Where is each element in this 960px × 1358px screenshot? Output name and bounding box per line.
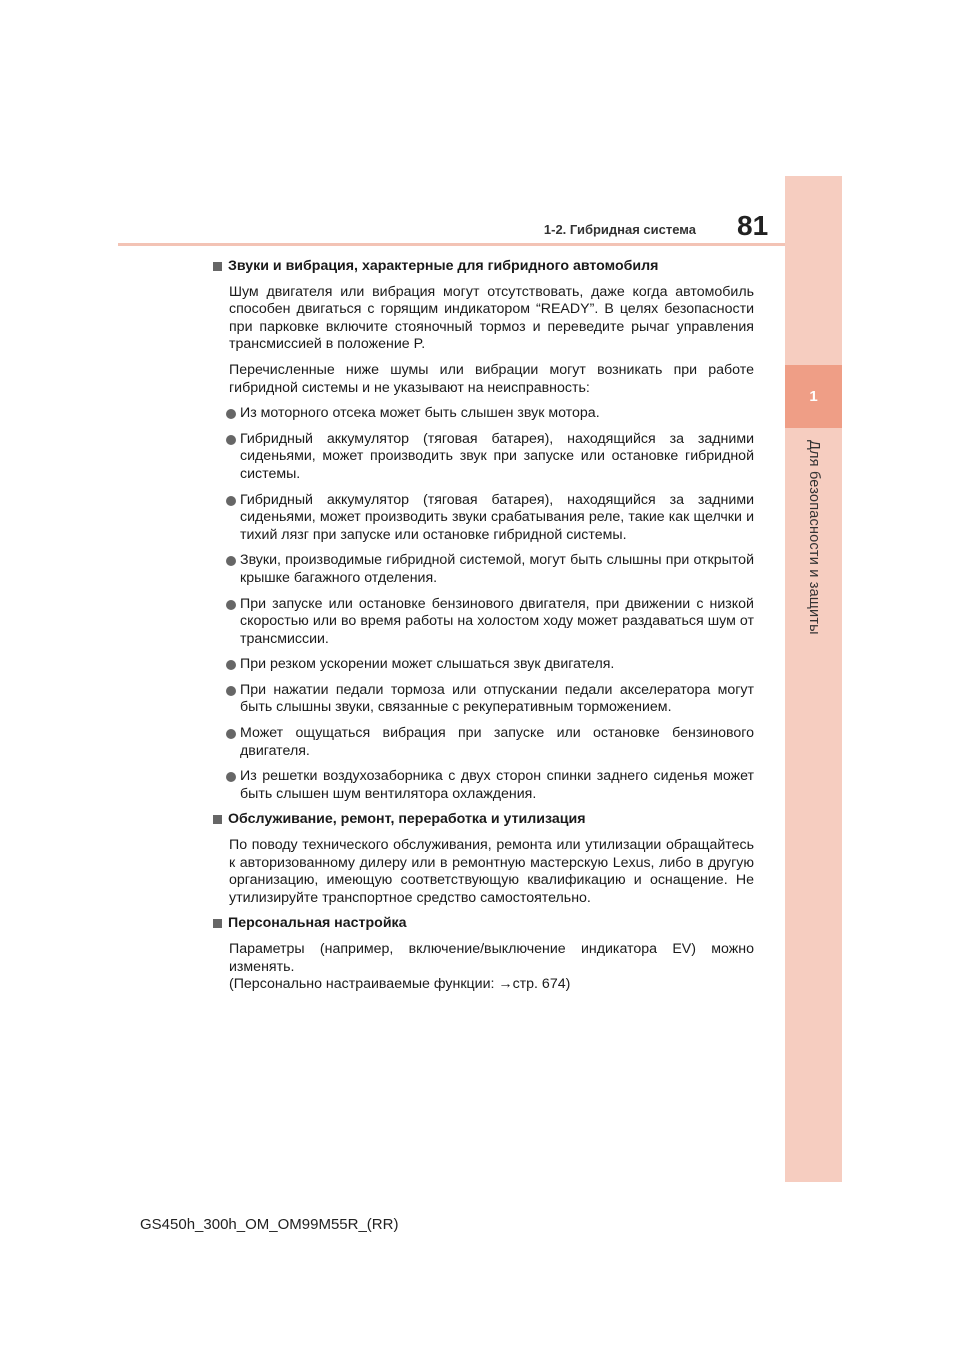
header-divider [118, 243, 785, 246]
circle-bullet-icon [226, 600, 236, 610]
list-item-text: Гибридный аккумулятор (тяговая батарея), находящийся за задними сиденьями, может производить звуки срабатывания реле, такие как щелчки и тихий лязг при запуске или остановке гибридной системы. [240, 491, 754, 543]
circle-bullet-icon [226, 556, 236, 566]
square-bullet-icon [213, 919, 222, 928]
list-item-text: Может ощущаться вибрация при запуске или остановке бензинового двигателя. [240, 725, 754, 759]
section-heading [210, 258, 754, 276]
list-item-text: При запуске или остановке бензинового двигателя, при движении с низкой скоростью или во время работы на холостом ходу может раздаваться шум от трансмиссии. [240, 595, 754, 647]
paragraph: Перечисленные ниже шумы или вибрации могут возникать при работе гибридной системы и не указывают на неисправность: [229, 361, 754, 396]
page-content [210, 258, 754, 1002]
list-item [210, 431, 754, 484]
list-item [210, 596, 754, 649]
chapter-tab [785, 365, 842, 428]
list-item [210, 492, 754, 545]
paragraph: По поводу технического обслуживания, ремонта или утилизации обращайтесь к авторизованному дилеру или в ремонтную мастерскую Lexus, либо в другую организацию, имеющую соответствующую квалификацию и оснащение. Не утилизируйте транспортное средство самостоятельно. [229, 837, 754, 906]
list-item [210, 405, 754, 423]
paragraph: (Персонально настраиваемые функции: →стр. 674) [229, 976, 571, 993]
section-heading-text: Звуки и вибрация, характерные для гибридного автомобиля [228, 258, 659, 274]
list-item [210, 682, 754, 717]
circle-bullet-icon [226, 660, 236, 670]
list-item [210, 656, 754, 674]
section-title: 1-2. Гибридная система [543, 222, 696, 237]
list-item [210, 725, 754, 760]
circle-bullet-icon [226, 409, 236, 419]
square-bullet-icon [213, 815, 222, 824]
chapter-title: Для безопасности и защиты [806, 440, 822, 635]
list-item-text: Из решетки воздухозаборника с двух сторон спинки заднего сиденья может быть слышен шум вентилятора охлаждения. [240, 768, 754, 802]
list-item [210, 552, 754, 587]
list-item-text: Гибридный аккумулятор (тяговая батарея), находящийся за задними сиденьями, может производить звук при запуске или остановке гибридной системы. [240, 430, 754, 482]
paragraph: Шум двигателя или вибрация могут отсутствовать, даже когда автомобиль способен двигаться с горящим индикатором “READY”. В целях безопасности при парковке включите стояночный тормоз и переведите рычаг управления трансмиссией в положение P. [229, 283, 754, 353]
section-heading-text: Обслуживание, ремонт, переработка и утилизация [228, 811, 586, 828]
paragraph: Параметры (например, включение/выключение индикатора EV) можно изменять. [229, 941, 754, 975]
list-item-text: При резком ускорении может слышаться звук двигателя. [240, 656, 615, 673]
list-item [210, 768, 754, 803]
circle-bullet-icon [226, 729, 236, 739]
list-item-text: Из моторного отсека может быть слышен звук мотора. [240, 405, 600, 422]
circle-bullet-icon [226, 496, 236, 506]
list-item-text: Звуки, производимые гибридной системой, могут быть слышны при открытой крышке багажного отделения. [240, 552, 754, 586]
section-heading [210, 915, 754, 933]
section-heading [210, 811, 754, 829]
page-number: 81 [737, 210, 769, 241]
circle-bullet-icon [226, 686, 236, 696]
chapter-number: 1 [809, 388, 818, 405]
circle-bullet-icon [226, 772, 236, 782]
document-code: GS450h_300h_OM_OM99M55R_(RR) [140, 1216, 399, 1233]
circle-bullet-icon [226, 435, 236, 445]
section-heading-text: Персональная настройка [228, 915, 407, 932]
list-item-text: При нажатии педали тормоза или отпускании педали акселератора могут быть слышны звуки, связанные с рекуперативным торможением. [240, 681, 754, 716]
square-bullet-icon [213, 262, 222, 271]
